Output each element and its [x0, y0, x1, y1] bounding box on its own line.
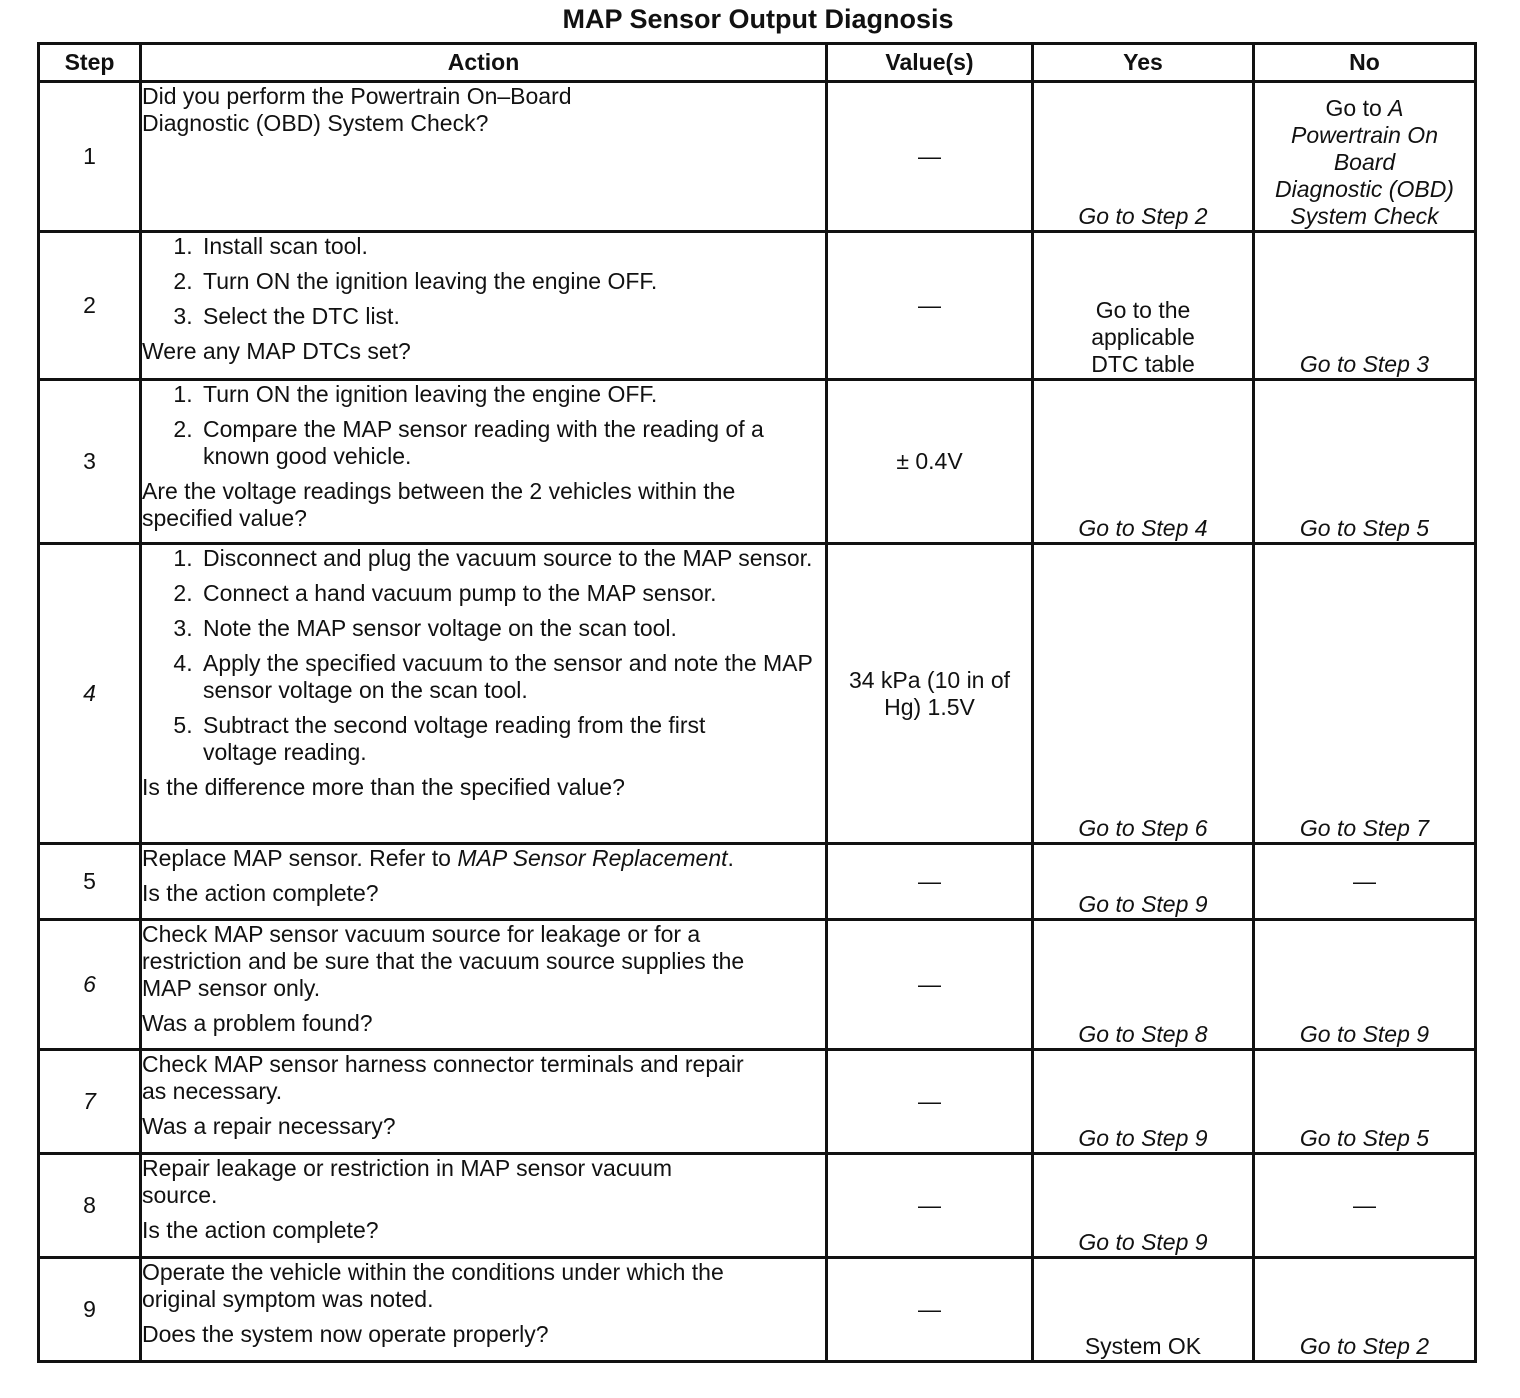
- value-cell: [827, 1258, 1033, 1362]
- action-cell: [141, 544, 827, 844]
- header-no: No: [1254, 44, 1476, 82]
- step-number: 7: [39, 1050, 141, 1154]
- no-cell: [1254, 844, 1476, 920]
- table-row: [39, 844, 1476, 920]
- action-cell: [141, 232, 827, 380]
- value-text: —: [918, 292, 941, 318]
- action-cell: [141, 844, 827, 920]
- value-text: —: [918, 868, 941, 894]
- table-row: [39, 232, 1476, 380]
- action-question: Was a problem found?: [142, 1010, 373, 1036]
- table-row: [39, 544, 1476, 844]
- step-number: 8: [39, 1154, 141, 1258]
- action-steps: [142, 233, 825, 330]
- yes-cell: System OK: [1033, 1258, 1254, 1362]
- action-step: 2. Turn ON the ignition leaving the engine OFF.: [199, 268, 825, 295]
- value-cell: [827, 844, 1033, 920]
- value-cell: [827, 1050, 1033, 1154]
- value-cell: [827, 380, 1033, 544]
- action-step: 4. Apply the specified vacuum to the sensor and note the MAP sensor voltage on the scan tool.: [199, 650, 825, 704]
- header-yes: Yes: [1033, 44, 1254, 82]
- no-text-line: System Check: [1290, 203, 1439, 229]
- yes-cell: Go to Step 9: [1033, 844, 1254, 920]
- action-cell: [141, 82, 827, 232]
- action-text: Operate the vehicle within the conditions under which the original symptom was noted.: [142, 1259, 724, 1312]
- yes-text-line: applicable: [1091, 324, 1195, 350]
- step-number: 6: [39, 920, 141, 1050]
- step-number: 9: [39, 1258, 141, 1362]
- step-number: 3: [39, 380, 141, 544]
- table-row: [39, 1258, 1476, 1362]
- action-text-suffix: .: [727, 845, 734, 871]
- value-text: —: [918, 1088, 941, 1114]
- action-step: 2. Compare the MAP sensor reading with the reading of a known good vehicle.: [199, 416, 825, 470]
- action-question: Is the action complete?: [142, 1217, 379, 1243]
- action-text: [142, 845, 825, 872]
- no-cell: Go to Step 5: [1254, 1050, 1476, 1154]
- table-row: [39, 380, 1476, 544]
- value-cell: [827, 920, 1033, 1050]
- no-text-line: Diagnostic (OBD): [1275, 176, 1454, 202]
- action-question: Does the system now operate properly?: [142, 1321, 549, 1347]
- action-question: Is the action complete?: [142, 880, 379, 906]
- yes-cell: Go to Step 6: [1033, 544, 1254, 844]
- value-cell: [827, 1154, 1033, 1258]
- action-question: Was a repair necessary?: [142, 1113, 396, 1139]
- action-steps: [142, 381, 825, 470]
- action-step: 5. Subtract the second voltage reading from the first voltage reading.: [199, 712, 723, 766]
- action-step: 3. Select the DTC list.: [199, 303, 825, 330]
- action-cell: [141, 1050, 827, 1154]
- yes-cell: Go to Step 4: [1033, 380, 1254, 544]
- value-text: —: [918, 143, 941, 169]
- action-question: Are the voltage readings between the 2 vehicles within the specified value?: [142, 478, 736, 531]
- no-text-line: Board: [1333, 149, 1396, 175]
- no-cell: Go to Step 3: [1254, 232, 1476, 380]
- table-row: [39, 920, 1476, 1050]
- action-step: 1. Turn ON the ignition leaving the engine OFF.: [199, 381, 825, 408]
- value-text: ± 0.4V: [896, 448, 963, 474]
- action-step: 3. Note the MAP sensor voltage on the scan tool.: [199, 615, 825, 642]
- action-cell: [141, 1258, 827, 1362]
- action-steps: [142, 545, 825, 766]
- no-text: —: [1353, 1192, 1376, 1218]
- action-question: Were any MAP DTCs set?: [142, 338, 411, 364]
- header-action: Action: [141, 44, 827, 82]
- no-text-line: Powertrain On: [1290, 122, 1438, 148]
- action-cell: [141, 1154, 827, 1258]
- value-text: —: [918, 971, 941, 997]
- value-text: —: [918, 1296, 941, 1322]
- action-text: Repair leakage or restriction in MAP sensor vacuum source.: [142, 1155, 673, 1208]
- page-title: MAP Sensor Output Diagnosis: [562, 4, 954, 34]
- yes-cell: [1033, 232, 1254, 380]
- value-text: 34 kPa (10 in of Hg) 1.5V: [848, 666, 1011, 720]
- yes-cell: Go to Step 2: [1033, 82, 1254, 232]
- header-values: Value(s): [827, 44, 1033, 82]
- action-step: 2. Connect a hand vacuum pump to the MAP sensor.: [199, 580, 825, 607]
- action-step: 1. Disconnect and plug the vacuum source to the MAP sensor.: [199, 545, 825, 572]
- header-step: Step: [39, 44, 141, 82]
- action-text: Check MAP sensor harness connector terminals and repair as necessary.: [142, 1051, 744, 1104]
- action-text-prefix: Replace MAP sensor. Refer to: [142, 845, 451, 871]
- header-row: [39, 44, 1476, 82]
- yes-cell: Go to Step 9: [1033, 1154, 1254, 1258]
- table-row: [39, 1154, 1476, 1258]
- step-number: 4: [39, 544, 141, 844]
- reference-link[interactable]: MAP Sensor Replacement: [457, 845, 728, 871]
- no-text: —: [1353, 868, 1376, 894]
- no-cell: Go to Step 7: [1254, 544, 1476, 844]
- no-text-prefix: Go to: [1325, 95, 1382, 121]
- no-cell: [1254, 82, 1476, 232]
- table-row: [39, 82, 1476, 232]
- value-cell: [827, 82, 1033, 232]
- no-cell: Go to Step 2: [1254, 1258, 1476, 1362]
- step-number: 1: [39, 82, 141, 232]
- yes-cell: Go to Step 8: [1033, 920, 1254, 1050]
- action-text: Did you perform the Powertrain On–Board Diagnostic (OBD) System Check?: [142, 83, 572, 136]
- action-cell: [141, 920, 827, 1050]
- value-cell: [827, 232, 1033, 380]
- no-cell: Go to Step 9: [1254, 920, 1476, 1050]
- value-cell: [827, 544, 1033, 844]
- yes-text-line: DTC table: [1091, 351, 1195, 377]
- no-cell: [1254, 1154, 1476, 1258]
- step-number: 5: [39, 844, 141, 920]
- table-row: [39, 1050, 1476, 1154]
- action-question: Is the difference more than the specified value?: [142, 774, 625, 800]
- yes-cell: Go to Step 9: [1033, 1050, 1254, 1154]
- no-text-line: A: [1388, 95, 1404, 121]
- no-cell: Go to Step 5: [1254, 380, 1476, 544]
- action-text: Check MAP sensor vacuum source for leakage or for a restriction and be sure that the vacuum source supplies the MAP sensor only.: [142, 921, 745, 1001]
- value-text: —: [918, 1192, 941, 1218]
- action-cell: [141, 380, 827, 544]
- action-step: 1. Install scan tool.: [199, 233, 825, 260]
- yes-text-line: Go to the: [1095, 297, 1191, 323]
- step-number: 2: [39, 232, 141, 380]
- diagnosis-table: [37, 42, 1477, 1363]
